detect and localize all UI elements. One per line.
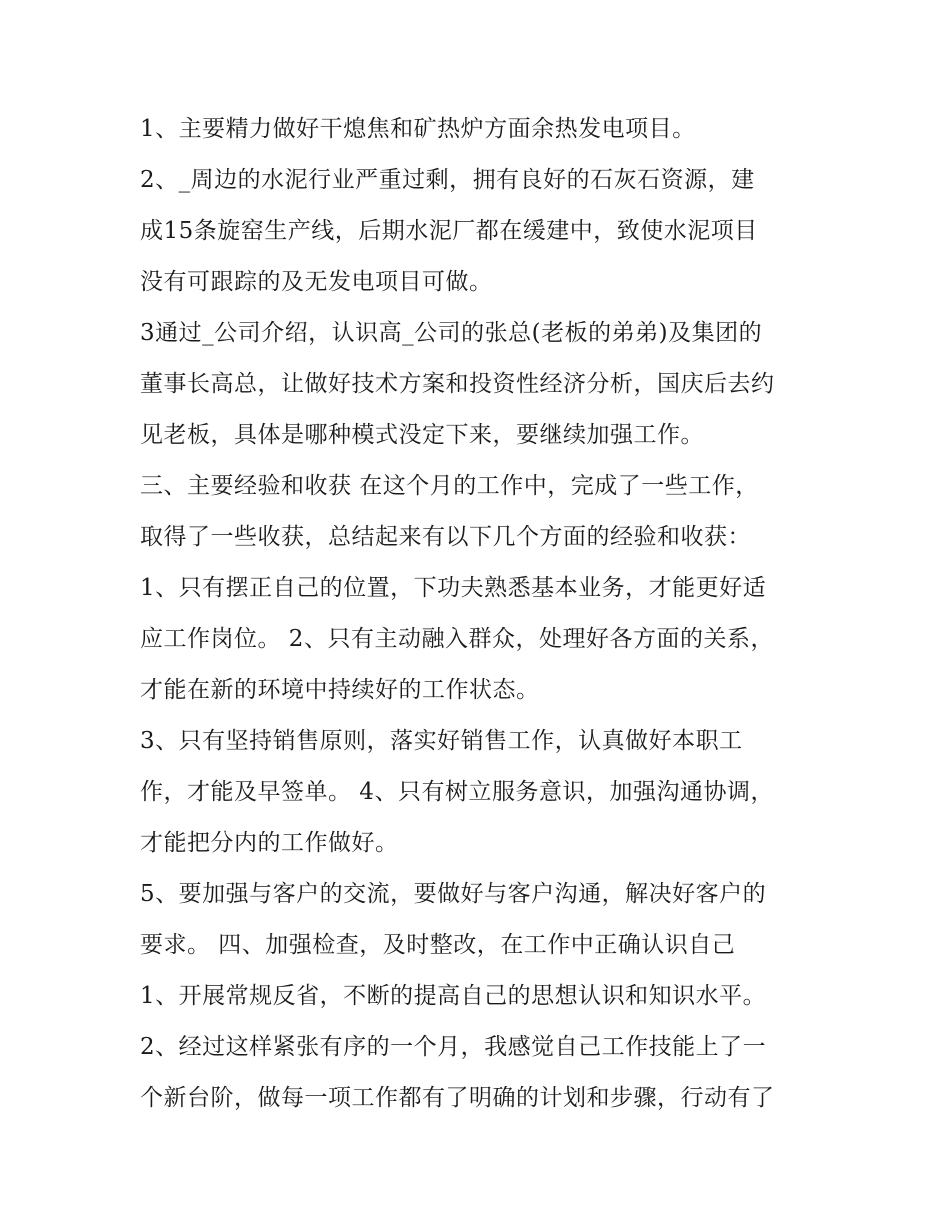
text-line: 5、要加强与客户的交流，要做好与客户沟通，解决好客户的 xyxy=(140,881,767,907)
text-line: 1、开展常规反省，不断的提高自己的思想认识和知识水平。 xyxy=(140,983,767,1009)
text-line: 三、主要经验和收获 在这个月的工作中，完成了一些工作， xyxy=(140,473,759,499)
text-line: 董事长高总，让做好技术方案和投资性经济分析，国庆后去约 xyxy=(140,371,775,397)
text-line: 才能把分内的工作做好。 xyxy=(140,830,399,856)
text-line: 1、主要精力做好干熄焦和矿热炉方面余热发电项目。 xyxy=(140,116,696,142)
text-line: 要求。 四、加强检查，及时整改，在工作中正确认识自己 xyxy=(140,932,736,958)
text-line: 作，才能及早签单。 4、只有树立服务意识，加强沟通协调， xyxy=(140,779,774,805)
text-line: 没有可跟踪的及无发电项目可做。 xyxy=(140,269,493,295)
text-line: 取得了一些收获，总结起来有以下几个方面的经验和收获： xyxy=(140,524,751,550)
text-line: 见老板，具体是哪种模式没定下来，要继续加强工作。 xyxy=(140,422,704,448)
text-line: 3、只有坚持销售原则，落实好销售工作，认真做好本职工 xyxy=(140,728,743,754)
text-line: 应工作岗位。 2、只有主动融入群众，处理好各方面的关系， xyxy=(140,626,774,652)
text-line: 2、经过这样紧张有序的一个月，我感觉自己工作技能上了一 xyxy=(140,1034,767,1060)
text-line: 成15条旋窑生产线，后期水泥厂都在缓建中，致使水泥项目 xyxy=(140,218,758,244)
text-line: 才能在新的环境中持续好的工作状态。 xyxy=(140,677,540,703)
text-line: 3通过_公司介绍，认识高_公司的张总(老板的弟弟)及集团的 xyxy=(140,320,763,346)
document-body xyxy=(140,104,820,1124)
text-line: 1、只有摆正自己的位置，下功夫熟悉基本业务，才能更好适 xyxy=(140,575,767,601)
text-line: 2、_周边的水泥行业严重过剩，拥有良好的石灰石资源，建 xyxy=(140,167,755,193)
text-line: 个新台阶，做每一项工作都有了明确的计划和步骤，行动有了 xyxy=(140,1085,775,1111)
